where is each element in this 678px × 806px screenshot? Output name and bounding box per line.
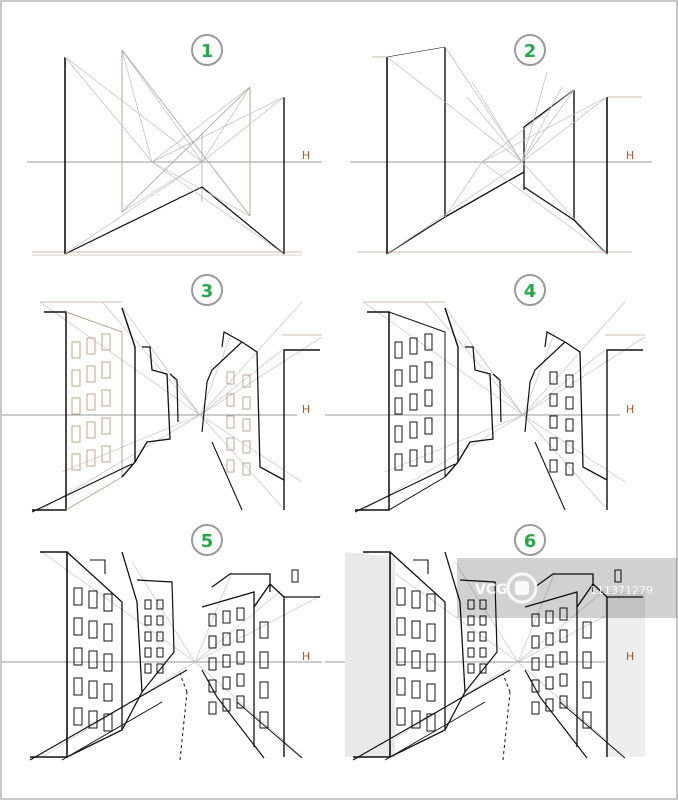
horizon-label-2: H <box>625 149 635 162</box>
step-number-1: 1 <box>200 41 214 62</box>
step-badge-3 <box>192 275 222 305</box>
step-badge-5 <box>192 525 222 555</box>
horizon-label-5: H <box>301 650 311 663</box>
panel-step-3 <box>2 302 322 512</box>
panel-step-5 <box>2 552 322 760</box>
panel-step-1 <box>27 50 322 255</box>
watermark-logo: VCG <box>475 582 508 598</box>
panel-step-2 <box>350 47 652 254</box>
perspective-lesson-illustration <box>2 2 678 802</box>
step-badge-2 <box>515 35 545 65</box>
step-number-5: 5 <box>200 531 214 552</box>
step-badge-4 <box>515 275 545 305</box>
horizon-label-6: H <box>625 650 635 663</box>
step-badge-1 <box>192 35 222 65</box>
horizon-label-4: H <box>625 403 635 416</box>
step-number-2: 2 <box>523 41 537 62</box>
watermark-id: 111371279 <box>590 584 653 597</box>
step-number-6: 6 <box>523 531 537 552</box>
step-number-3: 3 <box>200 281 214 302</box>
horizon-label-1: H <box>301 149 311 162</box>
panel-step-4 <box>325 302 645 512</box>
stock-watermark <box>457 558 677 618</box>
horizon-label-3: H <box>301 403 311 416</box>
step-number-4: 4 <box>523 281 537 302</box>
step-badge-6 <box>515 525 545 555</box>
